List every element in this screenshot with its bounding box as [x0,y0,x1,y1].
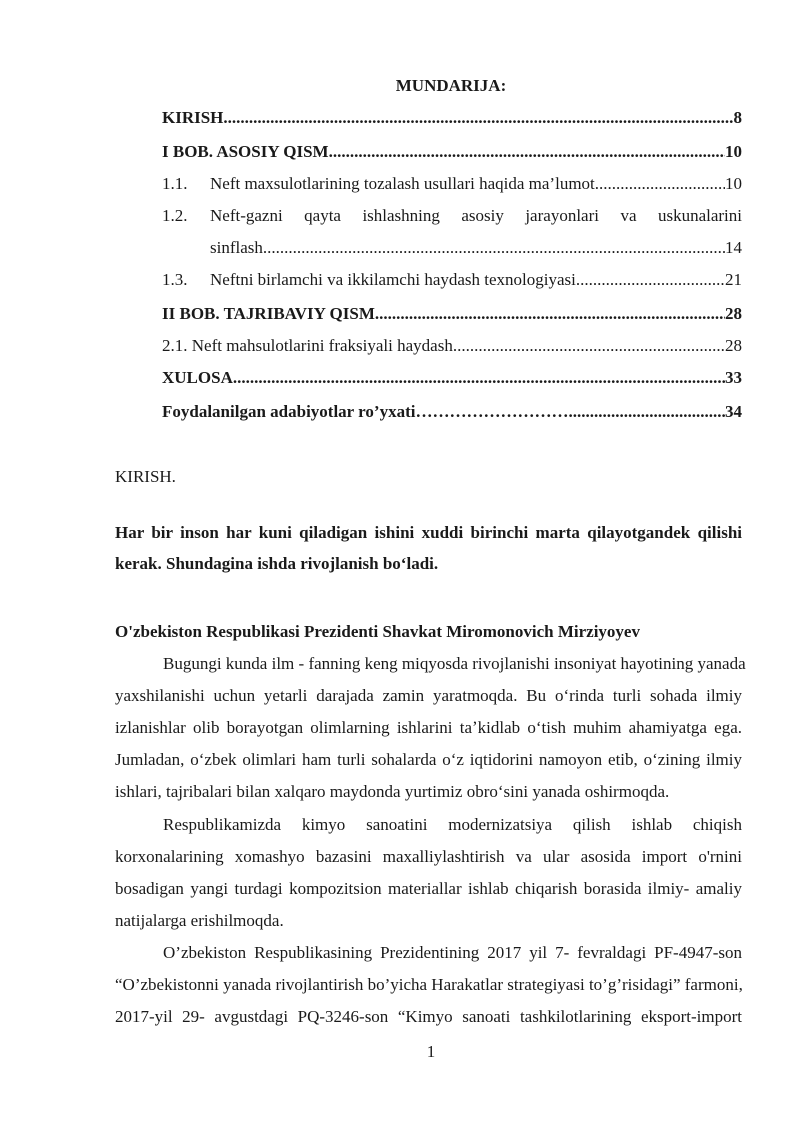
toc-leader-dots [595,174,725,194]
paragraph-line: 2017-yil 29- avgustdagi PQ-3246-son “Kimyo sanoati tashkilotlarining eksport-import [115,1007,742,1026]
toc-entry-label: Neftni birlamchi va ikkilamchi haydash texnologiyasi [210,270,576,289]
toc-entry-label: Neft-gazni qayta ishlashning asosiy jarayonlari va uskunalarini [210,206,742,225]
toc-leader-dots [223,108,733,128]
paragraph-line: bosadigan yangi turdagi kompozitsion materiallar ishlab chiqarish borasida ilmiy- amaliy [115,879,742,898]
paragraph-line: Respublikamizda kimyo sanoatini modernizatsiya qilish ishlab chiqish [163,815,742,834]
toc-entry-label: sinflash [210,238,263,257]
paragraph-line: Jumladan, oʻzbek olimlari ham turli sohalarda oʻz iqtidorini namoyon etib, oʻzining ilmiy [115,750,742,769]
toc-entry [162,174,742,196]
toc-title: MUNDARIJA: [395,76,507,95]
toc-entry [162,402,742,424]
toc-entry-number: 1.1. [162,174,188,193]
toc-entry-page: 28 [725,304,742,323]
toc-entry-page: 28 [725,336,742,355]
intro-heading: KIRISH. [115,467,176,486]
toc-entry-page: 8 [733,108,742,127]
toc-entry-label: XULOSA [162,368,233,387]
paragraph-line: izlanishlar olib borayotgan olimlarning ishlarini taʼkidlab oʻtish muhim ahamiyatga ega. [115,718,742,737]
toc-entry-label: I BOB. ASOSIY QISM [162,142,329,161]
toc-entry [162,270,742,292]
paragraph-line: ishlari, tajribalari bilan xalqaro maydonda yurtimiz obroʻsini yanada oshirmoqda. [115,782,670,801]
toc-leader-dots [329,142,725,162]
toc-entry [162,206,742,228]
toc-entry-label: II BOB. TAJRIBAVIY QISM [162,304,375,323]
toc-entry-page: 34 [725,402,742,421]
paragraph [115,648,746,808]
toc-entry-page: 33 [725,368,742,387]
toc-leader-dots [453,336,725,356]
page-number: 1 [426,1042,436,1061]
paragraph-line: Bugungi kunda ilm - fanning keng miqyosda rivojlanishi insoniyat hayotining yanada [163,654,746,673]
toc-entry [162,304,742,326]
toc-entry-page: 10 [725,142,742,161]
paragraph-line: yaxshilanishi uchun yetarli darajada zamin yaratmoqda. Bu oʻrinda turli sohada ilmiy [115,686,742,705]
toc-entry-number: 1.2. [162,206,188,225]
quote-author: O'zbekiston Respublikasi Prezidenti Shavkat Miromonovich Mirziyoyev [115,622,640,641]
toc-entry-label: Foydalanilgan adabiyotlar ro’yxati……………………… [162,402,569,421]
quote-line: Har bir inson har kuni qiladigan ishini xuddi birinchi marta qilayotgandek qilishi [115,523,742,542]
paragraph-line: natijalarga erishilmoqda. [115,911,284,930]
paragraph-line: “O’zbekistonni yanada rivojlantirish bo’yicha Harakatlar strategiyasi to’g’risidagi” farmoni, [115,975,743,994]
quote-line: kerak. Shundagina ishda rivojlanish boʻladi. [115,554,439,573]
toc-entry-label: 2.1. Neft mahsulotlarini fraksiyali haydash [162,336,453,355]
toc-leader-dots [576,270,725,290]
toc-entry [210,238,742,260]
paragraph [115,809,742,937]
toc-entry-label: Neft maxsulotlarining tozalash usullari haqida ma’lumot [210,174,595,193]
paragraph-line: O’zbekiston Respublikasining Prezidentining 2017 yil 7- fevraldagi PF-4947-son [163,943,742,962]
toc-leader-dots [375,304,725,324]
toc-entry-label: KIRISH [162,108,224,127]
toc-leader-dots [263,238,725,258]
toc-entry-page: 10 [725,174,742,193]
toc-entry-number: 1.3. [162,270,188,289]
epigraph-quote [115,517,742,579]
toc-entry [162,336,742,358]
toc-leader-dots [233,368,725,388]
toc-entry [162,368,742,390]
toc-leader-dots [568,402,725,422]
toc-entry [162,108,742,130]
paragraph [115,937,742,1033]
toc-entry-page: 14 [725,238,742,257]
toc-entry [162,142,742,164]
paragraph-line: korxonalarining xomashyo bazasini maxalliylashtirish va ular asosida import o'rnini [115,847,742,866]
toc-entry-page: 21 [725,270,742,289]
